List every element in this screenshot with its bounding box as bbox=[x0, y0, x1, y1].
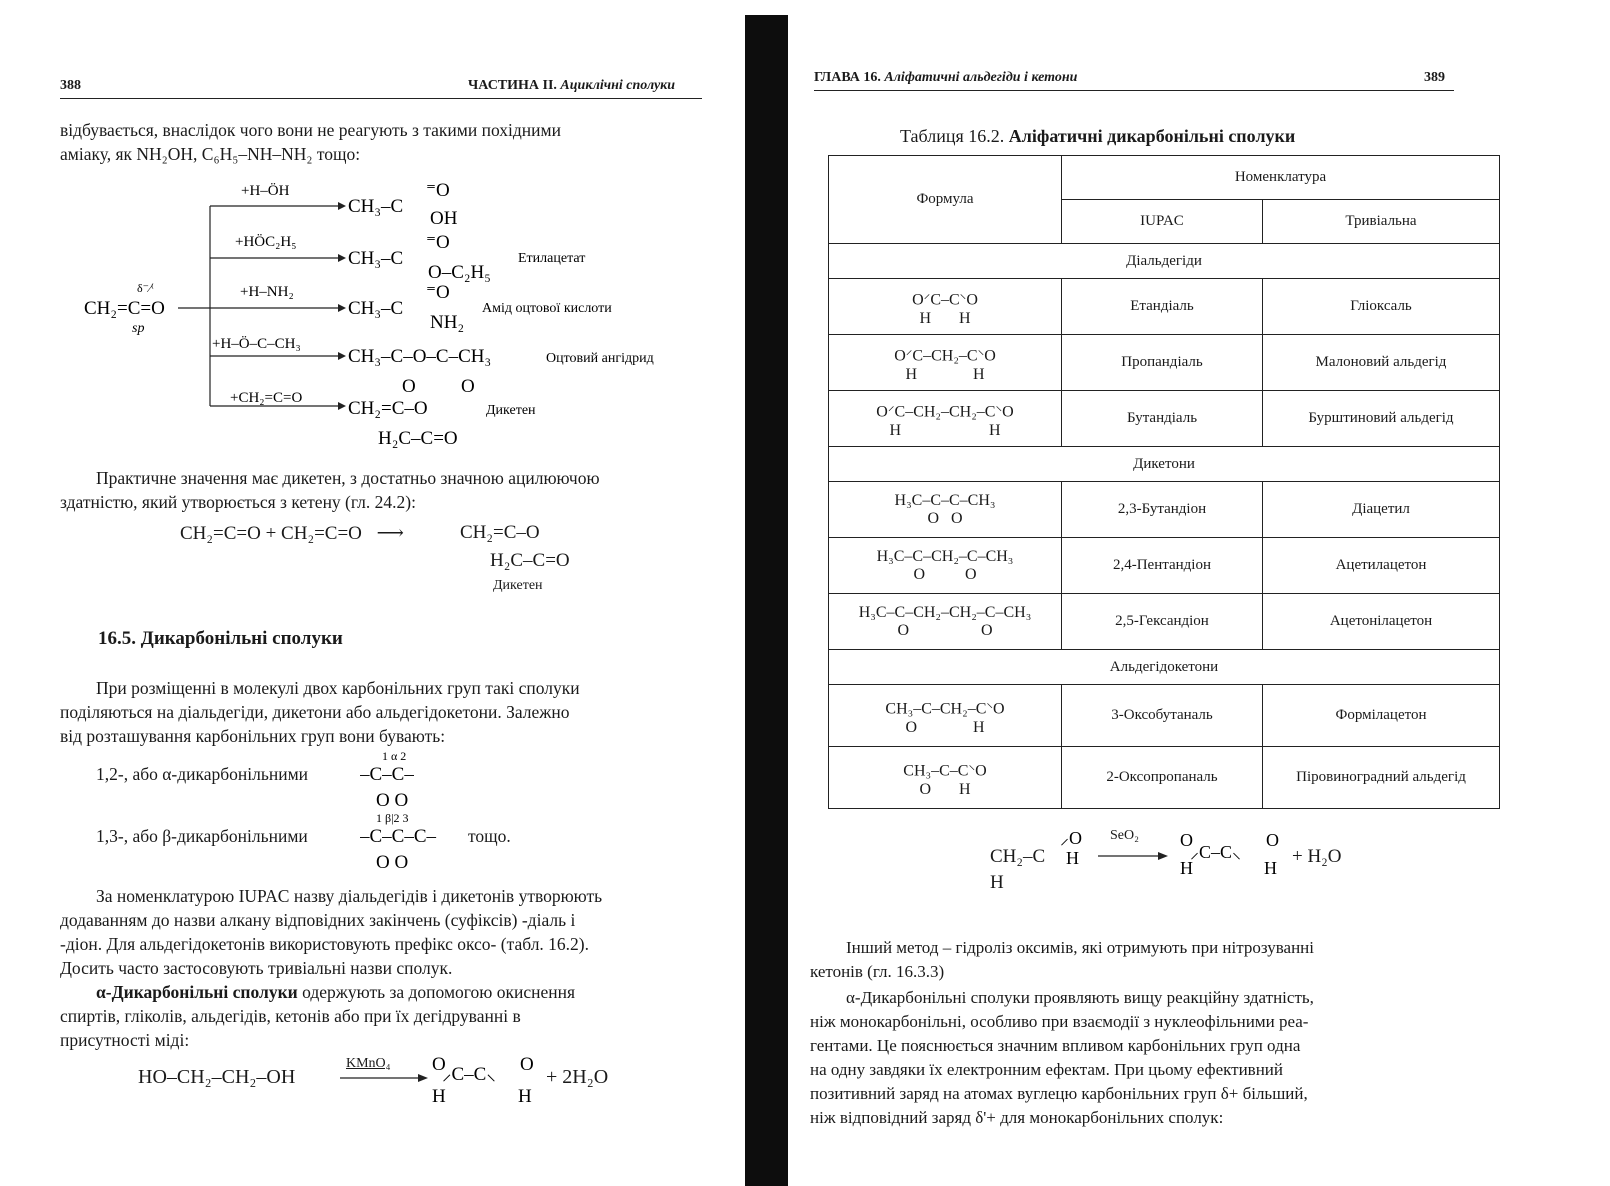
left-header-rule bbox=[60, 98, 702, 99]
trivial-cell: Формілацетон bbox=[1263, 685, 1500, 747]
seo2-eq-h: H bbox=[990, 872, 1004, 893]
col-iupac-header: IUPAC bbox=[1062, 200, 1263, 244]
left-running-head bbox=[468, 78, 675, 94]
left-page-number: 388 bbox=[60, 78, 81, 93]
svg-text:O: O bbox=[461, 376, 475, 397]
scheme-branch-3 bbox=[210, 282, 612, 333]
trivial-cell: Бурштиновий альдегід bbox=[1263, 391, 1500, 447]
book-spine-shadow bbox=[745, 15, 788, 1186]
svg-text:NH₂: NH₂ bbox=[430, 312, 465, 333]
table-row bbox=[829, 594, 1500, 650]
scheme-reagent-5: +CH₂=C=O bbox=[230, 390, 303, 406]
diketen-label: Дикетен bbox=[493, 578, 543, 593]
para-line: на одну завдяки їх електронним ефектам. При цьому ефективний bbox=[810, 1060, 1284, 1079]
svg-text:O: O bbox=[432, 1054, 446, 1075]
svg-text:O: O bbox=[520, 1054, 534, 1075]
para-line: Інший метод – гідроліз оксимів, які отримують при нітрозуванні bbox=[846, 938, 1314, 957]
scheme-reagent-4: +H–Ö–C–CH₃ bbox=[212, 336, 301, 352]
svg-text:⁼O: ⁼O bbox=[426, 180, 450, 201]
table-row bbox=[829, 279, 1500, 335]
scheme-product-name-1: Етилацетат bbox=[518, 251, 586, 266]
formula-cell: H₃C–C–CH₂–CH₂–C–CH₃ O O bbox=[829, 594, 1062, 650]
para-line: здатністю, який утворюється з кетену (гл. 24.2): bbox=[60, 492, 416, 512]
group-title-diketones: Дикетони bbox=[829, 447, 1500, 482]
formula-cell: O⸝C–CH₂–CH₂–C⸜O H H bbox=[829, 391, 1062, 447]
svg-text:H: H bbox=[1180, 858, 1193, 878]
trivial-cell: Ацетилацетон bbox=[1263, 538, 1500, 594]
diketen-eq-arrow: ⟶ bbox=[376, 523, 404, 544]
group-title-dialdehydes: Діальдегіди bbox=[829, 244, 1500, 279]
para-line: ніж монокарбонільні, особливо при взаємодії з нуклеофільними реа- bbox=[810, 1012, 1309, 1031]
iupac-cell: Пропандіаль bbox=[1062, 335, 1263, 391]
formula-cell: H₃C–C–CH₂–C–CH₃ O O bbox=[829, 538, 1062, 594]
svg-text:OH: OH bbox=[430, 208, 458, 229]
svg-text:⸝C–C⸜: ⸝C–C⸜ bbox=[1190, 842, 1242, 862]
para-line: ніж відповідний заряд δ'+ для монокарбонільних сполук: bbox=[810, 1108, 1224, 1127]
svg-text:⸝C–C⸜: ⸝C–C⸜ bbox=[442, 1064, 496, 1085]
formula-cell: CH₃–C–C⸜O O H bbox=[829, 747, 1062, 809]
right-running-head bbox=[814, 70, 1077, 86]
diketen-eq-right-top: CH₂=C–O bbox=[460, 522, 540, 543]
para4-bold: α-Дикарбонільні сполуки bbox=[96, 982, 298, 1002]
scheme-product-4: CH₃–C–O–C–CH₃ bbox=[348, 346, 492, 367]
scheme-reagent-3: +H–NH₂ bbox=[240, 284, 294, 300]
left-paragraph-3 bbox=[60, 884, 702, 980]
iupac-cell: 2,5-Гександіон bbox=[1062, 594, 1263, 650]
svg-text:O–C₂H₅: O–C₂H₅ bbox=[428, 262, 491, 283]
table-row bbox=[829, 685, 1500, 747]
para-line: Практичне значення має дикетен, з достатньо значною ацилюючою bbox=[96, 468, 600, 488]
para-line: кетонів (гл. 16.3.3) bbox=[810, 962, 945, 981]
right-header-rule bbox=[814, 90, 1454, 91]
scheme-branch-1 bbox=[210, 180, 458, 229]
iupac-cell: Етандіаль bbox=[1062, 279, 1263, 335]
scheme-branch-5 bbox=[210, 390, 536, 449]
right-running-head-part: ГЛАВА 16. bbox=[814, 70, 881, 85]
para-line: За номенклатурою IUPAC назву діальдегідів і дикетонів утворюють bbox=[96, 886, 603, 906]
svg-text:CH₃–C: CH₃–C bbox=[348, 298, 404, 319]
para-line: При розміщенні в молекулі двох карбонільних груп такі сполуки bbox=[96, 678, 580, 698]
formula-cell: CH₃–C–CH₂–C⸜O O H bbox=[829, 685, 1062, 747]
diketen-equation bbox=[180, 522, 414, 545]
trivial-cell: Діацетил bbox=[1263, 482, 1500, 538]
seo2-arrow bbox=[1098, 850, 1170, 862]
seo2-reagent: SeO₂ bbox=[1110, 828, 1139, 843]
iupac-cell: 3-Оксобутаналь bbox=[1062, 685, 1263, 747]
para-line: Досить часто застосовують тривіальні назви сполук. bbox=[60, 958, 453, 978]
right-page-number: 389 bbox=[1424, 70, 1445, 85]
col-trivial-header: Тривіальна bbox=[1263, 200, 1500, 244]
scheme-product-name-2: Амід оцтової кислоти bbox=[482, 301, 612, 316]
table-row bbox=[829, 747, 1500, 809]
table-row bbox=[829, 335, 1500, 391]
diketen-eq-right-bottom: H₂C–C=O bbox=[490, 550, 570, 571]
table-caption-bold: Аліфатичні дикарбонільні сполуки bbox=[1008, 126, 1296, 146]
alpha-label: 1,2-, або α-дикарбонільними bbox=[96, 764, 309, 784]
trivial-cell: Ацетонілацетон bbox=[1263, 594, 1500, 650]
scheme-branch-2 bbox=[210, 232, 585, 283]
col-nomenclature-header: Номенклатура bbox=[1062, 156, 1500, 200]
right-running-head-italic: Аліфатичні альдегіди і кетони bbox=[884, 70, 1078, 85]
table-row bbox=[829, 538, 1500, 594]
para-line: одержують за допомогою окиснення bbox=[297, 982, 576, 1002]
right-paragraph-b bbox=[810, 986, 1456, 1130]
left-paragraph-4 bbox=[60, 980, 702, 1052]
svg-text:⁼O: ⁼O bbox=[426, 282, 450, 303]
svg-text:–C–C–: –C–C– bbox=[360, 764, 414, 785]
iupac-cell: 2-Оксопропаналь bbox=[1062, 747, 1263, 809]
para-line: позитивний заряд на атомах вуглецю карбонільних груп δ+ більший, bbox=[810, 1084, 1308, 1103]
svg-text:O: O bbox=[402, 376, 416, 397]
svg-text:H: H bbox=[518, 1086, 532, 1107]
iupac-cell: 2,3-Бутандіон bbox=[1062, 482, 1263, 538]
para-line: спиртів, гліколів, альдегідів, кетонів або при їх дегідруванні в bbox=[60, 1006, 521, 1026]
svg-text:O O: O O bbox=[376, 790, 409, 811]
scheme-reactant: CH₂=C=O bbox=[84, 298, 165, 319]
scheme-delta: δ⁻⁄⁽ bbox=[137, 281, 154, 295]
glyoxal-structure bbox=[430, 1050, 550, 1110]
para-line: додаванням до назви алкану відповідних закінчень (суфіксів) -діаль і bbox=[60, 910, 576, 930]
para-line: від розташування карбонільних груп вони бувають: bbox=[60, 726, 446, 746]
trivial-cell: Малоновий альдегід bbox=[1263, 335, 1500, 391]
svg-text:H: H bbox=[1066, 848, 1079, 868]
col-formula-header: Формула bbox=[829, 156, 1062, 244]
svg-text:1 α 2: 1 α 2 bbox=[382, 749, 407, 763]
dicarbonyl-table bbox=[828, 155, 1500, 809]
para-line: присутності міді: bbox=[60, 1030, 190, 1050]
formula-cell: H₃C–C–C–CH₃ O O bbox=[829, 482, 1062, 538]
svg-text:H: H bbox=[432, 1086, 446, 1107]
para-line: α-Дикарбонільні сполуки проявляють вищу реакційну здатність, bbox=[846, 988, 1314, 1007]
formula-cell: O⸝C–C⸜O H H bbox=[829, 279, 1062, 335]
seo2-glyoxal bbox=[1180, 828, 1290, 878]
svg-text:H: H bbox=[1264, 858, 1277, 878]
final-eq-reagent: KMnO₄ bbox=[346, 1056, 391, 1071]
svg-text:O: O bbox=[1266, 830, 1279, 850]
scheme-product-name-4: Дикетен bbox=[486, 403, 536, 418]
ketene-reaction-scheme bbox=[80, 162, 700, 454]
left-running-head-part: ЧАСТИНА II. bbox=[468, 78, 557, 93]
left-intro bbox=[60, 118, 702, 166]
svg-text:⁼O: ⁼O bbox=[426, 232, 450, 253]
scheme-product-1: CH₃–C bbox=[348, 196, 404, 217]
final-eq-left: HO–CH₂–CH₂–OH bbox=[138, 1066, 296, 1088]
seo2-eq-left: CH₂–C bbox=[990, 846, 1046, 867]
svg-text:CH₂=C–O: CH₂=C–O bbox=[348, 398, 428, 419]
para-line: гентами. Це пояснюється значним впливом карбонільних груп одна bbox=[810, 1036, 1301, 1055]
intro-line: відбувається, внаслідок чого вони не реагують з такими похідними bbox=[60, 120, 561, 140]
dicarbonyl-fragments bbox=[360, 744, 540, 874]
table-caption-plain: Таблиця 16.2. bbox=[900, 126, 1005, 146]
svg-text:–C–C–C–: –C–C–C– bbox=[360, 826, 437, 847]
table-row bbox=[829, 482, 1500, 538]
diketen-eq-left: CH₂=C=O + CH₂=C=O bbox=[180, 523, 362, 544]
trivial-cell: Гліоксаль bbox=[1263, 279, 1500, 335]
svg-text:O: O bbox=[1180, 830, 1193, 850]
svg-text:⸝O: ⸝O bbox=[1060, 828, 1082, 848]
section-title: 16.5. Дикарбонільні сполуки bbox=[98, 628, 343, 649]
beta-suffix: тощо. bbox=[468, 826, 511, 846]
scheme-product-name-3: Оцтовий ангідрид bbox=[546, 351, 654, 366]
iupac-cell: 2,4-Пентандіон bbox=[1062, 538, 1263, 594]
scheme-reagent-1: +H–ÖH bbox=[241, 183, 290, 199]
scheme-branch-4 bbox=[210, 335, 654, 397]
svg-text:H₂C–C=O: H₂C–C=O bbox=[378, 428, 458, 449]
svg-text:1 β|2 3: 1 β|2 3 bbox=[376, 811, 409, 825]
table-row bbox=[829, 391, 1500, 447]
left-paragraph-1 bbox=[60, 466, 702, 514]
seo2-product-suffix: + H₂O bbox=[1292, 846, 1342, 867]
iupac-cell: Бутандіаль bbox=[1062, 391, 1263, 447]
para-line: поділяються на діальдегіди, дикетони або альдегідокетони. Залежно bbox=[60, 702, 570, 722]
left-running-head-italic: Ациклічні сполуки bbox=[560, 78, 676, 93]
scheme-reagent-2: +HÖC₂H₅ bbox=[235, 234, 297, 250]
beta-label: 1,3-, або β-дикарбонільними bbox=[96, 826, 308, 846]
final-eq-arrow bbox=[340, 1072, 430, 1084]
final-eq-right: + 2H₂O bbox=[546, 1066, 609, 1088]
formula-cell: O⸝C–CH₂–C⸜O H H bbox=[829, 335, 1062, 391]
intro-line: аміаку, як NH₂OH, C₆H₅–NH–NH₂ тощо: bbox=[60, 144, 361, 164]
group-title-aldehydoketones: Альдегідокетони bbox=[829, 650, 1500, 685]
left-paragraph-2 bbox=[60, 676, 702, 748]
table-caption bbox=[900, 126, 1295, 147]
svg-text:O O: O O bbox=[376, 852, 409, 873]
para-line: -діон. Для альдегідокетонів використовують префікс оксо- (табл. 16.2). bbox=[60, 934, 589, 954]
right-paragraph-a bbox=[810, 936, 1456, 984]
trivial-cell: Піровиноградний альдегід bbox=[1263, 747, 1500, 809]
scheme-sp-label: sp bbox=[132, 321, 145, 336]
svg-text:CH₃–C: CH₃–C bbox=[348, 248, 404, 269]
